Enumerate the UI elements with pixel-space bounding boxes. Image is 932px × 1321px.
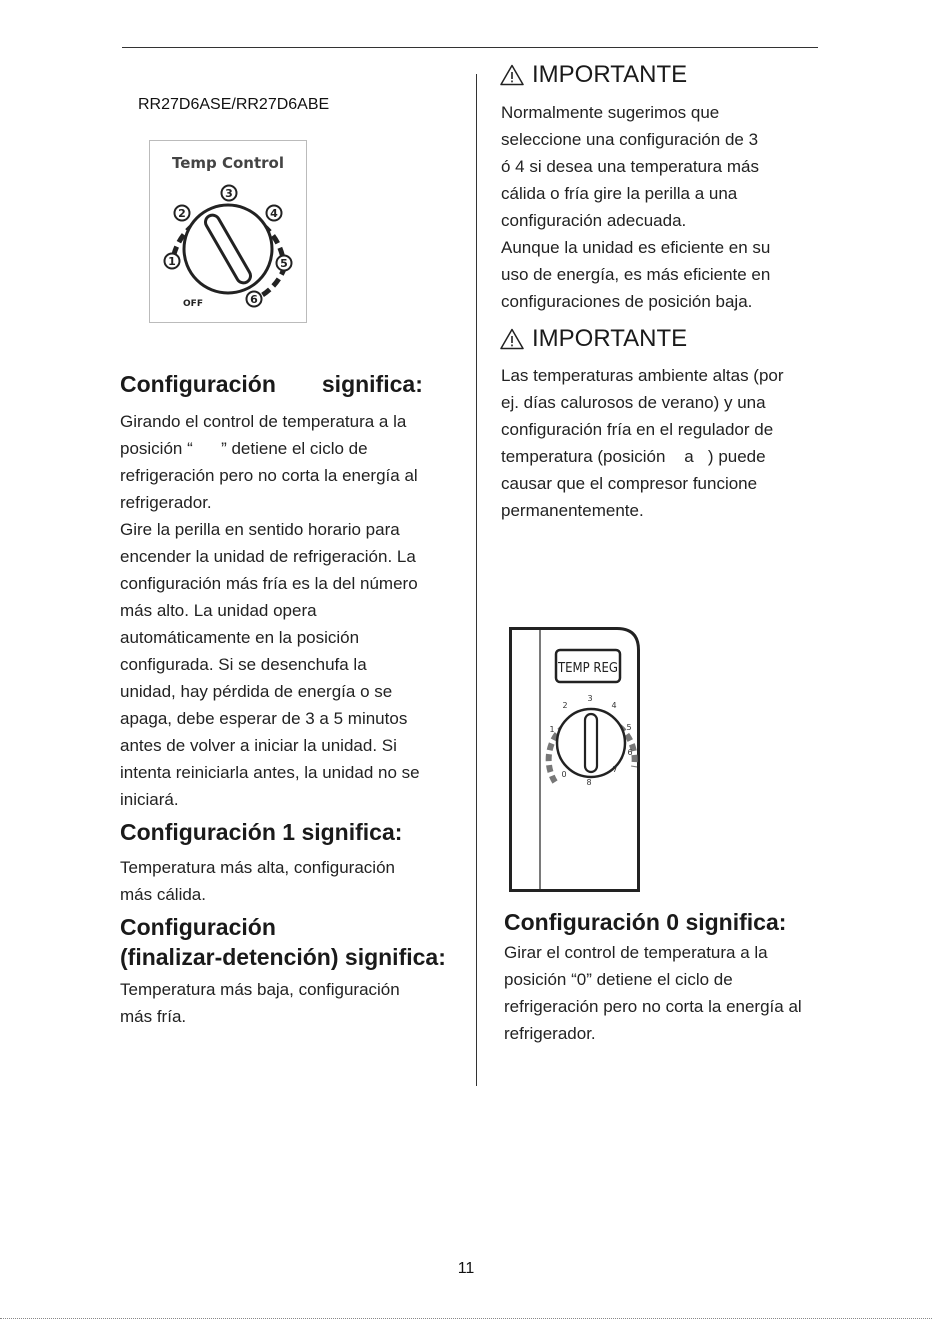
para-line: Temperatura más alta, configuración	[120, 858, 395, 877]
para-line: ó 4 si desea una temperatura más	[501, 157, 759, 176]
para-line: más fría.	[120, 1007, 187, 1026]
para-line: Girar el control de temperatura a la	[504, 943, 768, 962]
section-config-off-body	[120, 408, 465, 813]
para-line: posición “ ” detiene el ciclo de	[120, 439, 368, 458]
important-2-body	[501, 362, 784, 524]
section-config-0-title: Configuración 0 significa:	[504, 909, 787, 935]
reg-marker-6: 6	[627, 748, 633, 757]
para-line: Normalmente sugerimos que	[501, 103, 720, 122]
reg-knob-handle	[585, 714, 597, 772]
top-rule	[122, 47, 818, 48]
temp-control-dial-figure	[149, 140, 307, 323]
title-line: (finalizar-detención) significa:	[120, 944, 446, 970]
section-title	[120, 369, 423, 399]
marker-6: 6	[250, 293, 258, 306]
para-line: Las temperaturas ambiente altas (por	[501, 366, 784, 385]
marker-3: 3	[225, 187, 233, 200]
para-line: refrigeración pero no corta la energía al	[120, 466, 418, 485]
temp-control-dial-svg	[150, 141, 306, 322]
important-heading-1	[500, 61, 687, 89]
section-config-0-body	[504, 939, 802, 1047]
para-line: iniciará.	[120, 790, 179, 809]
para-line: temperatura (posición a ) puede	[501, 447, 766, 466]
section-config-1-title: Configuración 1 significa:	[120, 819, 403, 845]
marker-5: 5	[280, 257, 288, 270]
para-line: configuración adecuada.	[501, 211, 687, 230]
para-line: refrigerador.	[504, 1024, 596, 1043]
para-line: configuración más fría es la del número	[120, 574, 418, 593]
model-number: RR27D6ASE/RR27D6ABE	[138, 96, 330, 113]
warning-icon	[500, 328, 524, 350]
marker-1: 1	[168, 255, 176, 268]
reg-marker-2: 2	[562, 701, 568, 710]
important-title: IMPORTANTE	[532, 325, 688, 352]
marker-4: 4	[270, 207, 278, 220]
marker-2: 2	[178, 207, 186, 220]
para-line: seleccione una configuración de 3	[501, 130, 759, 149]
section-title-part-a: Configuración	[120, 371, 276, 397]
para-line: refrigerador.	[120, 493, 212, 512]
para-line: ej. días calurosos de verano) y una	[501, 393, 766, 412]
bottom-dotted-rule	[0, 1318, 932, 1319]
temp-control-label: Temp Control	[171, 154, 285, 172]
para-line: Aunque la unidad es eficiente en su	[501, 238, 771, 257]
para-line: apaga, debe esperar de 3 a 5 minutos	[120, 709, 408, 728]
para-line: cálida o fría gire la perilla a una	[501, 184, 738, 203]
para-line: Girando el control de temperatura a la	[120, 412, 407, 431]
reg-marker-1: 1	[549, 725, 555, 734]
page-number: 11	[457, 1260, 475, 1277]
temp-reg-panel-figure	[509, 627, 640, 892]
para-line: uso de energía, es más eficiente en	[501, 265, 771, 284]
warning-icon	[500, 64, 524, 86]
para-line: refrigeración pero no corta la energía al	[504, 997, 802, 1016]
para-line: unidad, hay pérdida de energía o se	[120, 682, 393, 701]
important-1-body	[501, 99, 770, 315]
reg-marker-7: 7	[612, 765, 618, 774]
para-line: configurada. Si se desenchufa la	[120, 655, 367, 674]
section-config-1-body	[120, 854, 395, 908]
reg-marker-4: 4	[611, 701, 617, 710]
para-line: posición “0” detiene el ciclo de	[504, 970, 733, 989]
para-line: Temperatura más baja, configuración	[120, 980, 400, 999]
para-line: automáticamente en la posición	[120, 628, 360, 647]
para-line: causar que el compresor funcione	[501, 474, 758, 493]
para-line: Gire la perilla en sentido horario para	[120, 520, 400, 539]
para-line: configuración fría en el regulador de	[501, 420, 774, 439]
para-line: antes de volver a iniciar la unidad. Si	[120, 736, 397, 755]
reg-marker-0: 0	[561, 770, 567, 779]
reg-marker-8: 8	[586, 778, 592, 787]
para-line: encender la unidad de refrigeración. La	[120, 547, 416, 566]
important-title: IMPORTANTE	[532, 61, 688, 88]
para-line: intenta reiniciarla antes, la unidad no se	[120, 763, 420, 782]
section-title-part-b: significa:	[321, 371, 423, 397]
title-line: Configuración	[120, 914, 276, 940]
temp-reg-panel-svg	[509, 627, 640, 892]
temp-reg-label: TEMP REG	[558, 661, 618, 676]
section-config-max-title	[120, 912, 446, 972]
para-line: permanentemente.	[501, 501, 644, 520]
column-divider	[476, 74, 477, 1086]
important-heading-2	[500, 325, 687, 353]
reg-marker-5: 5	[626, 723, 632, 732]
para-line: más cálida.	[120, 885, 206, 904]
off-label: OFF	[183, 299, 203, 309]
section-config-max-body	[120, 976, 400, 1030]
reg-marker-3: 3	[587, 694, 593, 703]
section-config-off	[120, 369, 423, 399]
para-line: más alto. La unidad opera	[120, 601, 317, 620]
para-line: configuraciones de posición baja.	[501, 292, 753, 311]
